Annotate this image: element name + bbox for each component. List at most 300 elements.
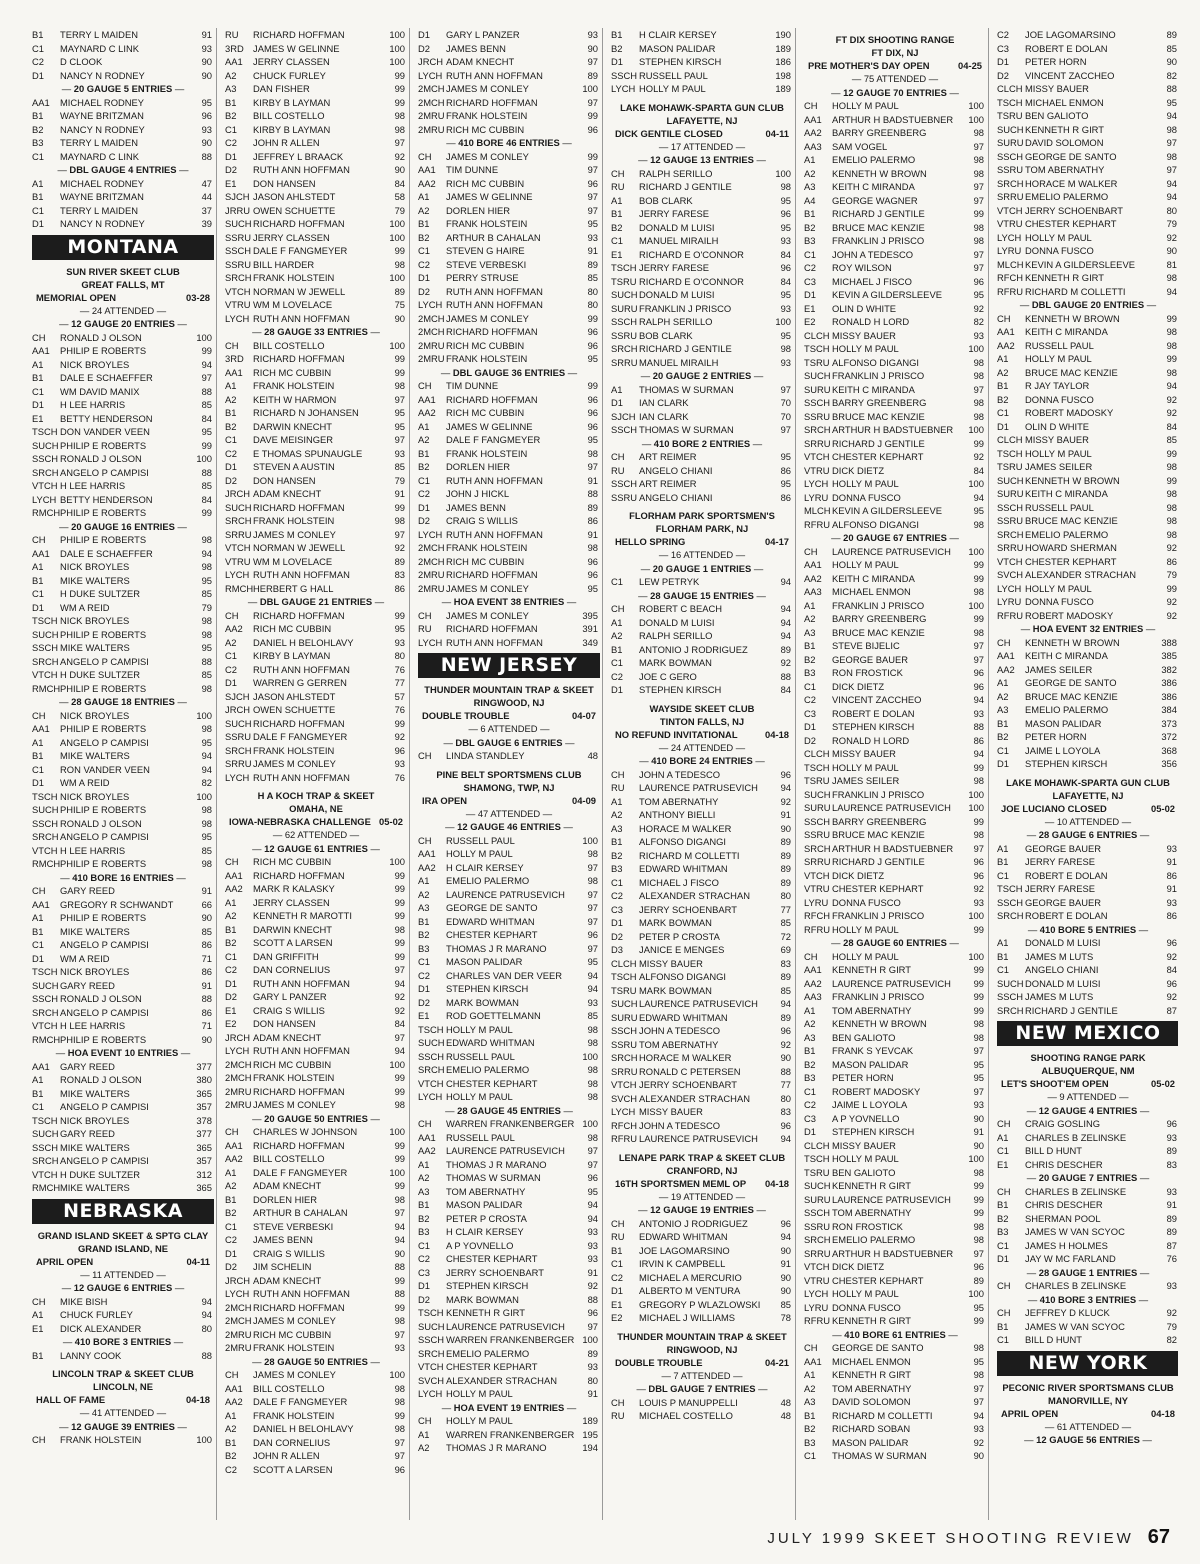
shooter-name: RUSSELL PAUL xyxy=(1025,339,1094,351)
class-code: TSRU xyxy=(611,275,637,287)
class-code: RU xyxy=(611,1231,625,1242)
shooter-name: JAMES M CONLEY xyxy=(446,312,529,324)
gauge-header: — DBL GAUGE 7 ENTRIES — xyxy=(609,1382,795,1396)
class-code: CLCH xyxy=(804,748,830,759)
class-code: A1 xyxy=(611,194,623,206)
class-code: SRCH xyxy=(997,528,1024,540)
result-row xyxy=(30,992,216,1006)
shooter-name: BARRY GREENBERG xyxy=(832,815,927,827)
score: 99 xyxy=(394,83,405,94)
shooter-name: SCOTT A LARSEN xyxy=(253,937,333,948)
class-code: B2 xyxy=(32,123,44,135)
result-row xyxy=(609,1284,795,1298)
shooter-name: MASON PALIDAR xyxy=(832,1058,909,1070)
score: 98 xyxy=(1166,150,1177,162)
score: 99 xyxy=(201,345,212,356)
result-row xyxy=(223,1260,409,1274)
shooter-name: FRANKLIN J PRISCO xyxy=(832,991,925,1002)
score: 85 xyxy=(201,588,212,599)
shooter-name: ROBERT MADOSKY xyxy=(1025,609,1114,621)
class-code: SUCH xyxy=(225,218,252,229)
result-row xyxy=(609,410,795,424)
score: 89 xyxy=(780,876,791,888)
result-row xyxy=(802,990,988,1004)
shooter-name: CRAIG S WILLIS xyxy=(253,1004,325,1016)
gauge-header: — HOA EVENT 19 ENTRIES — xyxy=(416,1401,602,1415)
score: 99 xyxy=(394,1409,405,1421)
class-code: LYCH xyxy=(418,299,443,310)
result-row xyxy=(223,1409,409,1423)
result-row xyxy=(416,1225,602,1239)
result-row xyxy=(609,889,795,903)
result-row xyxy=(30,1033,216,1047)
class-code: CH xyxy=(32,1434,46,1445)
shooter-name: RICHARD J GENTILE xyxy=(639,343,732,354)
class-code: 2MRU xyxy=(418,123,445,135)
class-code: SSRU xyxy=(225,258,252,270)
result-row xyxy=(416,1320,602,1334)
shooter-name: JAMES W GELINNE xyxy=(446,420,533,432)
score: 94 xyxy=(780,603,791,614)
result-row xyxy=(802,261,988,275)
class-code: JRCH xyxy=(225,704,250,715)
score: 94 xyxy=(201,358,212,370)
shooter-name: GREGORY P WLAZLOWSKI xyxy=(639,1298,761,1310)
shooter-name: MIKE WALTERS xyxy=(60,1087,130,1099)
shooter-name: FRANKLIN J PRISCO xyxy=(639,302,732,314)
score: 79 xyxy=(1166,218,1177,229)
result-row xyxy=(223,609,409,623)
shooter-name: RALPH SERILLO xyxy=(639,630,713,641)
result-row xyxy=(416,568,602,582)
result-row xyxy=(416,636,602,650)
score: 86 xyxy=(973,734,984,746)
result-row xyxy=(609,997,795,1011)
club-city: RINGWOOD, NJ xyxy=(473,697,545,708)
shooter-name: DICK DIETZ xyxy=(832,869,885,881)
result-row xyxy=(223,460,409,474)
class-code: D1 xyxy=(225,461,237,472)
shooter-name: JAMES BENN xyxy=(446,42,506,54)
class-code: A1 xyxy=(418,1428,430,1440)
score: 98 xyxy=(1166,339,1177,351)
result-row xyxy=(223,352,409,366)
shooter-name: MARK BOWMAN xyxy=(639,657,712,668)
score: 98 xyxy=(973,775,984,786)
result-row xyxy=(609,1051,795,1065)
score: 90 xyxy=(973,1450,984,1461)
score: 90 xyxy=(780,822,791,834)
class-code: AA2 xyxy=(225,623,243,634)
result-row xyxy=(802,801,988,815)
result-row xyxy=(223,1071,409,1085)
result-row xyxy=(223,1058,409,1072)
result-row xyxy=(223,1463,409,1477)
score: 88 xyxy=(973,721,984,732)
shooter-name: ARTHUR B CAHALAN xyxy=(253,1207,348,1218)
gauge-header: — 28 GAUGE 60 ENTRIES — xyxy=(802,936,988,950)
shooter-name: RUTH ANN HOFFMAN xyxy=(253,164,350,175)
class-code: SURU xyxy=(804,1193,831,1205)
result-row xyxy=(609,1078,795,1092)
result-row xyxy=(30,385,216,399)
shooter-name: ART REIMER xyxy=(639,451,697,462)
score: 82 xyxy=(973,316,984,327)
gauge-header: — DBL GAUGE 20 ENTRIES — xyxy=(995,298,1178,312)
result-row xyxy=(609,302,795,316)
class-code: AA1 xyxy=(32,723,50,734)
shooter-name: RICH MC CUBBIN xyxy=(446,407,525,418)
shooter-name: JASON AHLSTEDT xyxy=(253,690,336,702)
result-row xyxy=(416,123,602,137)
result-row xyxy=(416,460,602,474)
result-row xyxy=(609,781,795,795)
result-row xyxy=(416,406,602,420)
shooter-name: JOE LAGOMARSINO xyxy=(1025,29,1116,40)
shooter-name: BILL COSTELLO xyxy=(253,1382,325,1394)
score: 98 xyxy=(587,1037,598,1048)
result-row xyxy=(609,575,795,589)
shooter-name: DICK DIETZ xyxy=(832,680,885,692)
class-code: D1 xyxy=(418,272,430,283)
shooter-name: ROBERT E DOLAN xyxy=(1025,869,1108,881)
score: 85 xyxy=(587,272,598,283)
class-code: AA1 xyxy=(32,898,50,910)
score: 94 xyxy=(201,763,212,775)
club-name: THUNDER MOUNTAIN TRAP & SKEET xyxy=(617,1330,787,1342)
score: 99 xyxy=(973,1193,984,1205)
shooter-name: JERRY SCHOENBART xyxy=(639,1079,737,1090)
results-column xyxy=(995,28,1178,1520)
result-row xyxy=(609,835,795,849)
score: 98 xyxy=(973,586,984,597)
class-code: D2 xyxy=(225,991,237,1002)
result-row xyxy=(416,1185,602,1199)
event-name: JOE LUCIANO CLOSED xyxy=(1001,802,1107,814)
shooter-name: TERRY L MAIDEN xyxy=(60,137,138,148)
shooter-name: JERRY FARESE xyxy=(1025,883,1095,894)
shooter-name: BRUCE MAC KENZIE xyxy=(1025,690,1118,702)
result-row xyxy=(995,649,1178,663)
class-code: SSCH xyxy=(804,397,831,408)
score: 97 xyxy=(394,1207,405,1218)
class-code: MLCH xyxy=(804,505,831,516)
class-code: A2 xyxy=(225,393,237,405)
shooter-name: HOLLY M PAUL xyxy=(446,1388,513,1399)
score: 93 xyxy=(780,302,791,314)
result-row xyxy=(223,69,409,83)
shooter-name: HERBERT G HALL xyxy=(253,582,334,594)
score: 97 xyxy=(587,164,598,175)
result-row xyxy=(609,849,795,863)
shooter-name: ROBERT E DOLAN xyxy=(832,707,915,719)
score: 98 xyxy=(394,123,405,135)
shooter-name: KIRBY B LAYMAN xyxy=(253,96,331,108)
class-code: B3 xyxy=(418,1226,430,1237)
result-row xyxy=(802,950,988,964)
result-row xyxy=(416,231,602,245)
event-name: PRE MOTHER'S DAY OPEN xyxy=(808,60,930,71)
score: 98 xyxy=(1166,272,1177,283)
result-row xyxy=(802,504,988,518)
class-code: SSCH xyxy=(418,1050,445,1062)
class-code: C2 xyxy=(804,694,816,705)
result-row xyxy=(995,582,1178,596)
shooter-name: JOE LAGOMARSINO xyxy=(639,1244,730,1256)
score: 93 xyxy=(587,996,598,1008)
shooter-name: DONNA FUSCO xyxy=(1025,596,1094,607)
class-code: VTCH xyxy=(997,555,1023,567)
class-code: A1 xyxy=(225,1409,237,1421)
result-row xyxy=(609,970,795,984)
result-row xyxy=(30,1100,216,1114)
shooter-name: TOM ABERNATHY xyxy=(639,1038,719,1050)
class-code: E1 xyxy=(32,1322,44,1334)
shooter-name: H DUKE SULTZER xyxy=(60,1168,141,1180)
shooter-name: HOLLY M PAUL xyxy=(832,559,899,570)
result-row xyxy=(995,555,1178,569)
class-code: B1 xyxy=(997,717,1009,729)
result-row xyxy=(416,955,602,969)
score: 100 xyxy=(196,709,212,721)
shooter-name: JERRY CLASSEN xyxy=(253,56,330,67)
shooter-name: ALEXANDER STRACHAN xyxy=(639,890,750,901)
shooter-name: DONALD M LUISI xyxy=(1025,937,1101,948)
shooter-name: PETER HORN xyxy=(1025,731,1087,742)
result-row xyxy=(802,1368,988,1382)
score: 98 xyxy=(973,356,984,368)
shooter-name: JOHN J HICKL xyxy=(446,488,510,499)
result-row xyxy=(416,749,602,763)
class-code: B1 xyxy=(611,1244,623,1256)
class-code: VTCH xyxy=(804,869,830,881)
shooter-name: KEITH W HARMON xyxy=(253,393,337,405)
result-row xyxy=(30,204,216,218)
shooter-name: MICHAEL J FISCO xyxy=(832,275,912,287)
class-code: CLCH xyxy=(611,957,637,969)
shooter-name: TOM ABERNATHY xyxy=(639,795,719,807)
class-code: SSCH xyxy=(32,993,59,1004)
score: 91 xyxy=(780,1258,791,1269)
score: 100 xyxy=(389,1166,405,1178)
score: 99 xyxy=(394,937,405,948)
shooter-name: JAMES M CONLEY xyxy=(253,528,336,540)
class-code: A1 xyxy=(997,842,1009,854)
score: 80 xyxy=(587,1374,598,1386)
score: 93 xyxy=(587,1226,598,1237)
shooter-name: RICHARD SOBAN xyxy=(832,1423,911,1434)
shooter-name: DONALD M LUISI xyxy=(639,289,715,300)
result-row xyxy=(802,234,988,248)
score: 94 xyxy=(973,748,984,759)
event-line xyxy=(995,1077,1178,1090)
shooter-name: PHILIP E ROBERTS xyxy=(60,858,147,869)
shooter-name: HOLLY M PAUL xyxy=(832,761,899,773)
class-code: A3 xyxy=(804,181,816,192)
score: 99 xyxy=(394,501,405,513)
result-row xyxy=(223,528,409,542)
score: 86 xyxy=(1166,555,1177,567)
class-code: D3 xyxy=(611,944,623,955)
shooter-name: MICHAEL A MERCURIO xyxy=(639,1271,742,1283)
shooter-name: JAIME L LOYOLA xyxy=(832,1099,908,1110)
shooter-name: DALE F FANGMEYER xyxy=(253,731,348,742)
result-row xyxy=(995,460,1178,474)
result-row xyxy=(609,1311,795,1325)
shooter-name: FRANK HOLSTEIN xyxy=(446,447,528,459)
score: 100 xyxy=(196,453,212,464)
score: 90 xyxy=(587,42,598,54)
shooter-name: RUTH ANN HOFFMAN xyxy=(446,299,543,310)
class-code: SUCH xyxy=(997,977,1024,989)
score: 100 xyxy=(968,545,984,557)
result-row xyxy=(223,1017,409,1031)
shooter-name: KENNETH W BROWN xyxy=(832,1018,927,1029)
shooter-name: BEN GALIOTO xyxy=(832,1031,896,1043)
class-code: JRCH xyxy=(225,1274,250,1286)
result-row xyxy=(802,761,988,775)
shooter-name: RICHARD HOFFMAN xyxy=(253,717,345,729)
class-code: SRCH xyxy=(418,1347,445,1359)
score: 69 xyxy=(780,944,791,955)
score: 100 xyxy=(389,231,405,243)
class-code: AA3 xyxy=(804,991,822,1002)
shooter-name: DALE E SCHAEFFER xyxy=(60,372,153,383)
class-code: C1 xyxy=(32,588,44,599)
class-code: C1 xyxy=(997,1145,1009,1156)
score: 99 xyxy=(1166,353,1177,364)
score: 98 xyxy=(587,1077,598,1089)
class-code: B3 xyxy=(804,235,816,246)
shooter-name: LANNY COOK xyxy=(60,1349,122,1361)
result-row xyxy=(995,757,1178,771)
shooter-name: FRANK HOLSTEIN xyxy=(253,1409,335,1421)
result-row xyxy=(223,82,409,96)
class-code: AA2 xyxy=(418,407,436,418)
shooter-name: RONALD C PETERSEN xyxy=(639,1065,741,1077)
shooter-name: BOB CLARK xyxy=(639,194,693,206)
class-code: CH xyxy=(32,1295,46,1307)
result-row xyxy=(609,957,795,971)
shooter-name: ALFONSO DIGANGI xyxy=(832,518,919,530)
result-row xyxy=(223,1098,409,1112)
score: 96 xyxy=(973,1261,984,1272)
gauge-header: — 410 BORE 5 ENTRIES — xyxy=(995,923,1178,937)
class-code: SSCH xyxy=(225,245,252,256)
score: 95 xyxy=(1166,96,1177,108)
shooter-name: HORACE M WALKER xyxy=(639,1052,732,1063)
class-code: SSRU xyxy=(804,829,831,840)
class-code: B1 xyxy=(804,208,816,219)
result-row xyxy=(30,1433,216,1447)
shooter-name: PHILIP E ROBERTS xyxy=(60,1033,147,1045)
result-row xyxy=(609,903,795,917)
score: 99 xyxy=(1166,474,1177,486)
shooter-name: CHESTER KEPHART xyxy=(446,1077,538,1089)
score: 98 xyxy=(973,370,984,381)
result-row xyxy=(223,244,409,258)
class-code: B1 xyxy=(997,856,1009,867)
shooter-name: BOB CLARK xyxy=(639,329,693,341)
result-row xyxy=(416,1144,602,1158)
shooter-name: JOHN A TEDESCO xyxy=(639,1119,721,1131)
result-row xyxy=(223,1193,409,1207)
shooter-name: DAN CORNELIUS xyxy=(253,1436,331,1448)
shooter-name: EMELIO PALERMO xyxy=(1025,528,1109,540)
shooter-name: LEW PETRYK xyxy=(639,576,700,587)
score: 99 xyxy=(394,1153,405,1164)
result-row xyxy=(30,641,216,655)
result-row xyxy=(416,190,602,204)
shooter-name: HOLLY M PAUL xyxy=(832,343,899,354)
score: 97 xyxy=(394,1031,405,1043)
shooter-name: D CLOOK xyxy=(60,56,103,67)
class-code: C1 xyxy=(997,964,1009,975)
score: 98 xyxy=(201,804,212,815)
shooter-name: JAMES M CONLEY xyxy=(446,609,529,621)
class-code: AA2 xyxy=(418,1145,436,1156)
result-row xyxy=(609,1092,795,1106)
score: 89 xyxy=(973,1274,984,1286)
class-code: D1 xyxy=(611,1285,623,1296)
page-number: 67 xyxy=(1147,1526,1170,1548)
shooter-name: RICHARD HOFFMAN xyxy=(253,1139,345,1151)
gauge-header: — 12 GAUGE 61 ENTRIES — xyxy=(223,842,409,856)
result-row xyxy=(802,423,988,437)
shooter-name: RONALD J OLSON xyxy=(60,331,142,343)
result-row xyxy=(30,830,216,844)
class-code: C2 xyxy=(225,1234,237,1245)
score: 97 xyxy=(587,461,598,472)
class-code: VTCH xyxy=(32,1168,58,1180)
result-row xyxy=(223,96,409,110)
event-name: DICK GENTILE CLOSED xyxy=(615,127,723,139)
score: 86 xyxy=(1166,869,1177,881)
score: 82 xyxy=(1166,1334,1177,1345)
class-code: SSCH xyxy=(611,316,638,327)
shooter-name: MASON PALIDAR xyxy=(446,956,523,967)
shooter-name: ANTONIO J RODRIGUEZ xyxy=(639,1217,748,1229)
score: 83 xyxy=(780,957,791,969)
event-name: LET'S SHOOT'EM OPEN xyxy=(1001,1078,1109,1089)
shooter-name: DORLEN HIER xyxy=(446,204,511,216)
class-code: SSRU xyxy=(804,1220,831,1232)
class-code: A1 xyxy=(418,191,430,202)
score: 100 xyxy=(968,343,984,354)
shooter-name: THOMAS W SURMAN xyxy=(832,1450,927,1461)
score: 100 xyxy=(968,100,984,111)
class-code: RMCH xyxy=(32,682,61,694)
class-code: SRRU xyxy=(997,191,1024,202)
score: 96 xyxy=(587,123,598,135)
class-code: D1 xyxy=(32,69,44,81)
score: 95 xyxy=(587,956,598,967)
result-row xyxy=(995,69,1178,83)
result-row xyxy=(223,717,409,731)
result-row xyxy=(416,847,602,861)
class-code: RMCH xyxy=(32,1033,61,1045)
result-row xyxy=(416,1063,602,1077)
score: 99 xyxy=(394,96,405,108)
class-code: SUCH xyxy=(997,123,1024,135)
event-date: 04-11 xyxy=(765,127,789,139)
shooter-name: JAMES M CONLEY xyxy=(253,1099,336,1110)
class-code: C2 xyxy=(418,1253,430,1264)
shooter-name: CHESTER KEPHART xyxy=(446,929,538,940)
result-row xyxy=(802,882,988,896)
result-row xyxy=(223,1044,409,1058)
shooter-name: JAIME L LOYOLA xyxy=(1025,744,1101,756)
